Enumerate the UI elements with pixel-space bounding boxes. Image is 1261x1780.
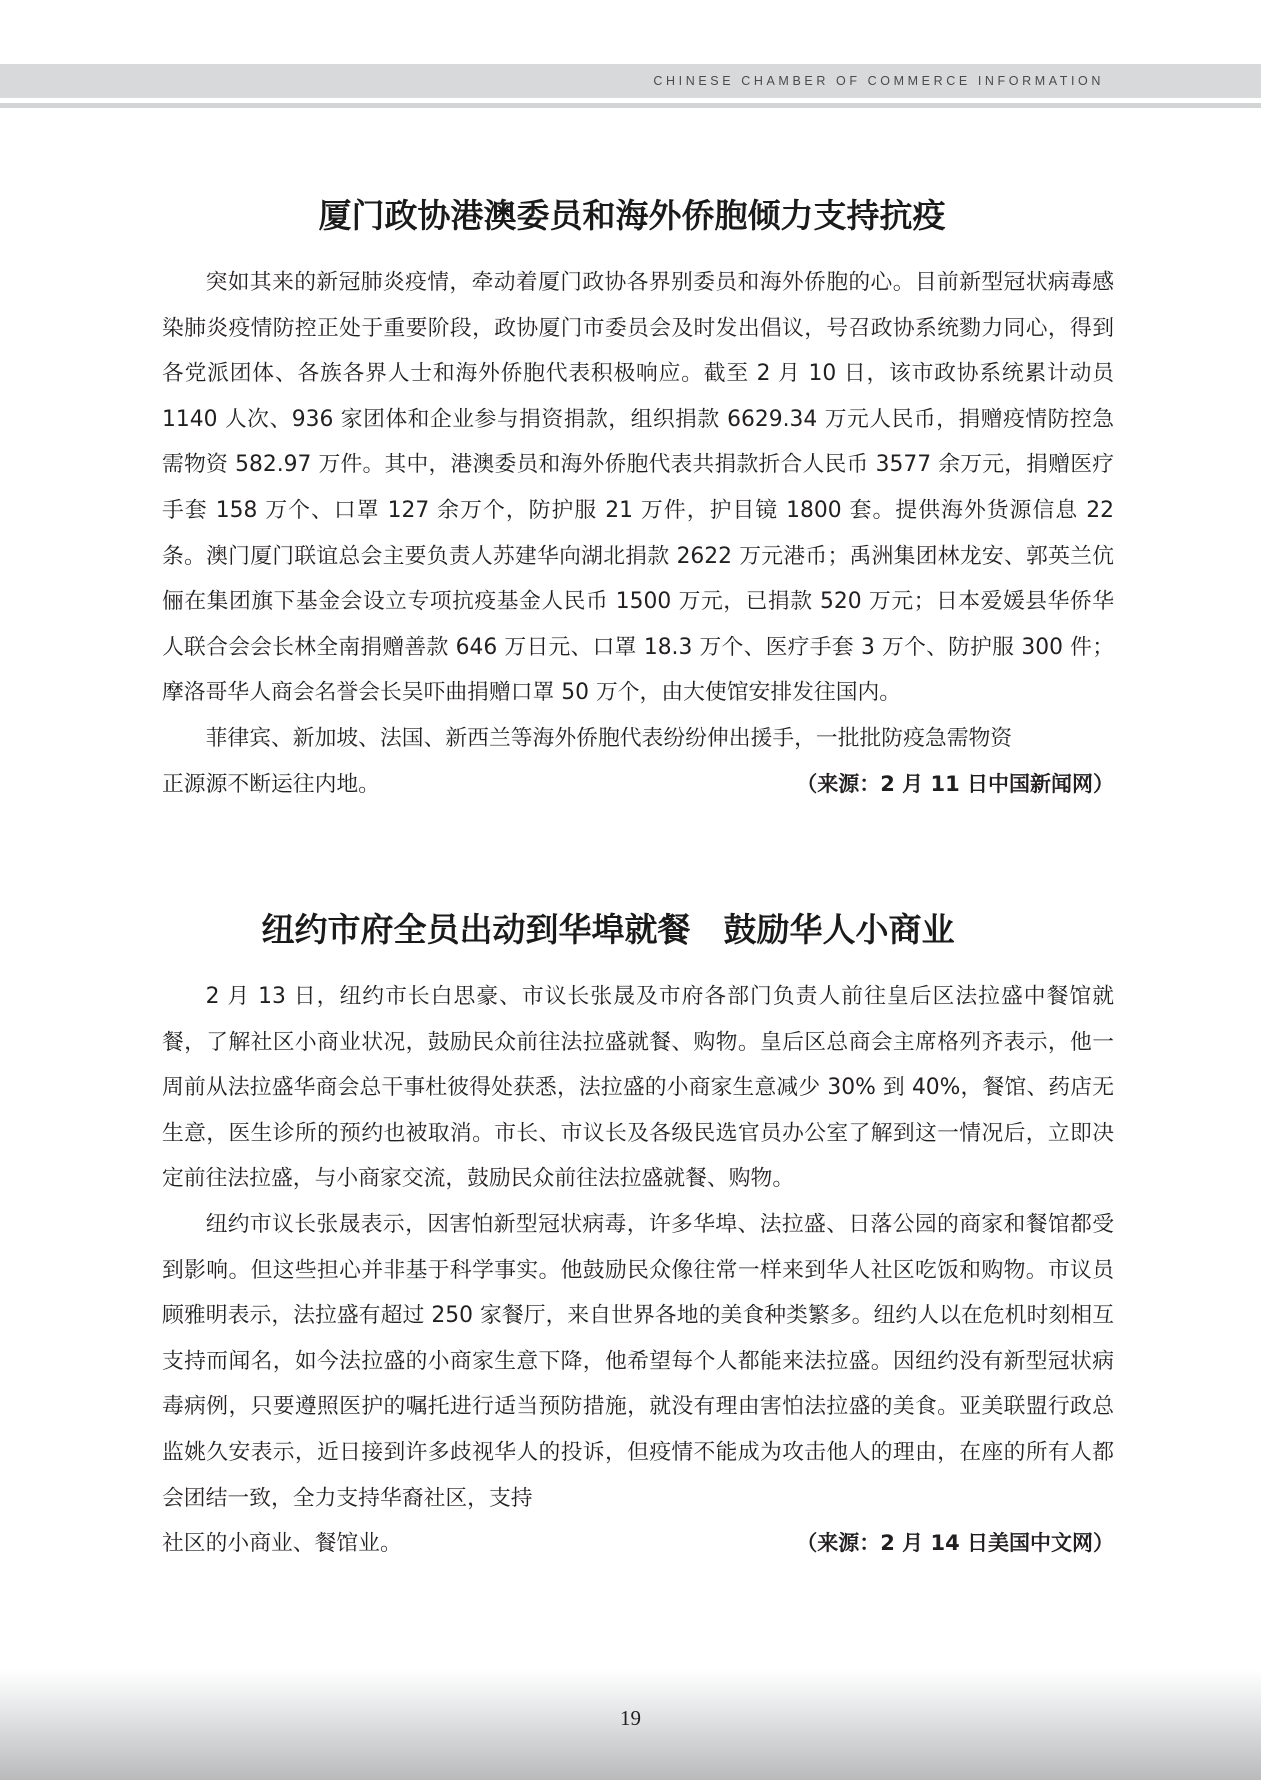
article-paragraph: 纽约市议长张晟表示，因害怕新型冠状病毒，许多华埠、法拉盛、日落公园的商家和餐馆都受到影响。但这些担心并非基于科学事实。他鼓励民众像往常一样来到华人社区吃饭和购物。市议员顾雅明表示，法拉盛有超过 250 家餐厅，来自世界各地的美食种类繁多。纽约人以在危机时刻相互支持而闻名，如今法拉盛的小商家生意下降，他希望每个人都能来法拉盛。因纽约没有新型冠状病毒病例，只要遵照医护的嘱托进行适当预防措施，就没有理由害怕法拉盛的美食。亚美联盟行政总监姚久安表示，近日接到许多歧视华人的投诉，但疫情不能成为攻击他人的理由，在座的所有人都会团结一致，全力支持华裔社区，支持	[162, 1211, 1114, 1511]
article-paragraph: 2 月 13 日，纽约市长白思豪、市议长张晟及市府各部门负责人前往皇后区法拉盛中餐馆就餐，了解社区小商业状况，鼓励民众前往法拉盛就餐、购物。皇后区总商会主席格列齐表示，他一周前从法拉盛华商会总干事杜彼得处获悉，法拉盛的小商家生意减少 30% 到 40%，餐馆、药店无生意，医生诊所的预约也被取消。市长、市议长及各级民选官员办公室了解到这一情况后，立即决定前往法拉盛，与小商家交流，鼓励民众前往法拉盛就餐、购物。	[162, 984, 1114, 1192]
article-paragraph: 菲律宾、新加坡、法国、新西兰等海外侨胞代表纷纷伸出援手，一批批防疫急需物资	[205, 725, 1013, 751]
article-body	[162, 974, 1114, 1567]
header-rule	[0, 103, 1261, 108]
publication-name: CHINESE CHAMBER OF COMMERCE INFORMATION	[653, 74, 1104, 88]
page-number: 19	[620, 1706, 641, 1730]
article-source: （来源：2 月 11 日中国新闻网）	[796, 771, 1114, 796]
article-title: 厦门政协港澳委员和海外侨胞倾力支持抗疫	[318, 196, 946, 235]
article-closing-line	[162, 762, 1114, 808]
article-paragraph: 突如其来的新冠肺炎疫情，牵动着厦门政协各界别委员和海外侨胞的心。目前新型冠状病毒感染肺炎疫情防控正处于重要阶段，政协厦门市委员会及时发出倡议，号召政协系统勠力同心，得到各党派团体、各族各界人士和海外侨胞代表积极响应。截至 2 月 10 日，该市政协系统累计动员 1140 人次、936 家团体和企业参与捐资捐款，组织捐款 6629.34 万元人民币，捐赠疫情防控急需物资 582.97 万件。其中，港澳委员和海外侨胞代表共捐款折合人民币 3577 余万元，捐赠医疗手套 158 万个、口罩 127 余万个，防护服 21 万件，护目镜 1800 套。提供海外货源信息 22 条。澳门厦门联谊总会主要负责人苏建华向湖北捐款 2622 万元港币；禹洲集团林龙安、郭英兰伉俪在集团旗下基金会设立专项抗疫基金人民币 1500 万元，已捐款 520 万元；日本爱媛县华侨华人联合会会长林全南捐赠善款 646 万日元、口罩 18.3 万个、医疗手套 3 万个、防护服 300 件；摩洛哥华人商会名誉会长吴吓曲捐赠口罩 50 万个，由大使馆安排发往国内。	[162, 270, 1114, 706]
article-new-york	[162, 904, 1114, 1567]
article-paragraph-tail: 正源源不断运往内地。	[162, 771, 380, 797]
article-xiamen	[162, 190, 1114, 807]
article-closing-line	[162, 1521, 1114, 1567]
header-band	[0, 64, 1261, 98]
article-title: 纽约市府全员出动到华埠就餐 鼓励华人小商业	[261, 910, 955, 949]
article-source: （来源：2 月 14 日美国中文网）	[796, 1531, 1114, 1556]
article-body	[162, 260, 1114, 807]
article-paragraph-tail: 社区的小商业、餐馆业。	[162, 1531, 402, 1557]
